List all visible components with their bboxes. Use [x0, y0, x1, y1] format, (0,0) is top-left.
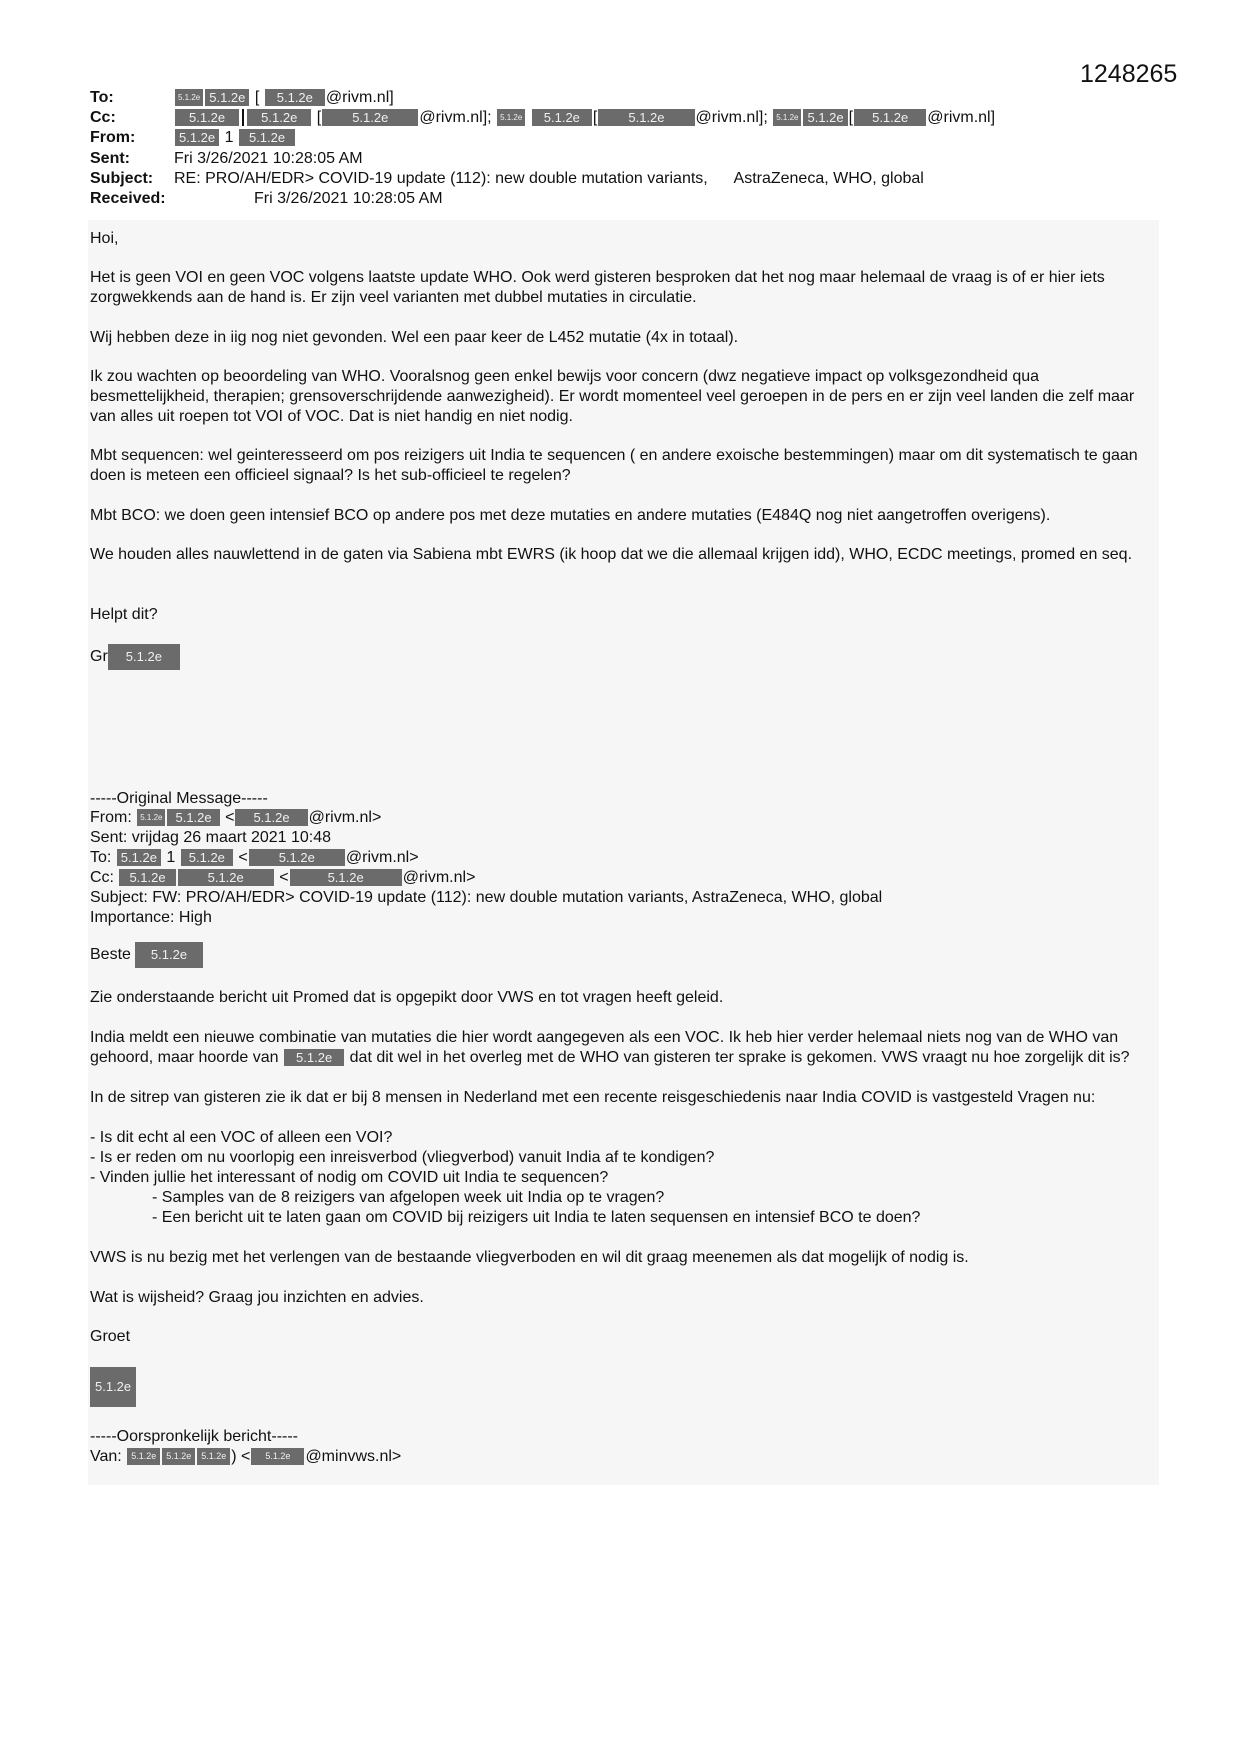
original-paragraph-4: VWS is nu bezig met het verlengen van de bestaande vliegverboden en wil dit graag meenemen als dat mogelijk of nodig is. [90, 1249, 969, 1266]
redaction-box: 5.1.2e [108, 644, 180, 670]
question-2: - Is er reden om nu voorlopig een inreisverbod (vliegverbod) vanuit India af te kondigen? [90, 1149, 715, 1166]
original-separator: -----Original Message----- [90, 790, 268, 807]
redaction-box: 5.1.2e [181, 849, 233, 866]
original-from-label: From: [90, 809, 132, 826]
redaction-box: 5.1.2e [247, 109, 311, 126]
question-3: - Vinden jullie het interessant of nodig om COVID uit India te sequencen? [90, 1169, 609, 1186]
original-greeting: Beste [90, 946, 131, 964]
forward-van-row [90, 1447, 1150, 1467]
document-number: 1248265 [1080, 60, 1178, 88]
redaction-box: 5.1.2e [117, 849, 161, 866]
subject-value: RE: PRO/AH/EDR> COVID-19 update (112): new double mutation variants, AstraZeneca, WHO, global [174, 170, 924, 187]
redaction-box: 5.1.2e [803, 109, 847, 126]
from-label: From: [90, 129, 136, 146]
redaction-box: 5.1.2e [205, 89, 249, 106]
cc-domain-1: @rivm.nl]; [419, 109, 492, 126]
redaction-box: 5.1.2e [532, 109, 592, 126]
original-cc-bracket: < [279, 869, 289, 886]
redaction-box: 5.1.2e [773, 109, 801, 126]
redaction-box: 5.1.2e [322, 109, 418, 126]
redaction-box: 5.1.2e [175, 89, 203, 106]
original-importance: Importance: High [90, 909, 212, 926]
original-cc-label: Cc: [90, 869, 114, 886]
body-greeting: Hoi, [90, 230, 119, 247]
subject-label: Subject: [90, 170, 154, 187]
redaction-box: 5.1.2e [175, 109, 239, 126]
original-from-domain: @rivm.nl> [308, 809, 382, 826]
forward-van-domain: @minvws.nl> [305, 1448, 402, 1465]
original-to-row [90, 848, 1150, 868]
forward-van-label: Van: [90, 1448, 122, 1465]
redaction-box: 5.1.2e [175, 129, 219, 146]
original-sent: Sent: vrijdag 26 maart 2021 10:48 [90, 829, 332, 846]
body-signoff [90, 644, 1150, 670]
redaction-box: 5.1.2e [854, 109, 926, 126]
body-paragraph-3: Ik zou wachten op beoordeling van WHO. Vooralsnog geen enkel bewijs voor concern (dwz negatieve impact op volksgezondheid qua besmettelijkheid, therapien; grensoverschrijdende aanwezigheid). Er wordt momenteel veel geroepen in de pers en er zijn veel landen die zelf maar van alles uit roepen tot VOI of VOC. Dat is niet handig en niet nodig. [90, 368, 1135, 425]
received-label: Received: [90, 190, 166, 207]
body-paragraph-1: Het is geen VOI en geen VOC volgens laatste update WHO. Ook werd gisteren besproken dat het nog maar helemaal de vraag is of er hier iets zorgwekkends aan de hand is. Er zijn veel varianten met dubbel mutaties in circulatie. [90, 269, 1105, 306]
redaction-box: 5.1.2e [265, 89, 325, 106]
original-paragraph-1: Zie onderstaande bericht uit Promed dat is opgepikt door VWS en tot vragen heeft geleid. [90, 989, 724, 1006]
cc-domain-3: @rivm.nl] [927, 109, 996, 126]
original-signature-row [90, 1367, 1150, 1407]
redaction-box: 5.1.2e [167, 809, 219, 826]
original-paragraph-2a: India meldt een nieuwe combinatie van mutaties die hier wordt aangegeven als een VOC. Ik heb hier verder helemaal niets nog van de WHO van gehoord, maar hoorde van [90, 1029, 1119, 1066]
redaction-box: 5.1.2e [249, 849, 345, 866]
redaction-box: 5.1.2e [135, 942, 203, 968]
original-from-row [90, 808, 1150, 828]
original-greeting-row [90, 942, 1150, 968]
original-cc-row [90, 868, 1150, 888]
original-cc-domain: @rivm.nl> [402, 869, 476, 886]
from-value [174, 128, 296, 148]
redaction-box: 5.1.2e [284, 1049, 344, 1066]
body-paragraph-5: Mbt BCO: we doen geen intensief BCO op andere pos met deze mutaties en andere mutaties (E484Q nog niet aangetroffen overigens). [90, 507, 1051, 524]
cc-label: Cc: [90, 109, 116, 126]
redaction-box: 5.1.2e [127, 1448, 160, 1465]
redaction-box: 5.1.2e [235, 809, 307, 826]
separator-bar [242, 109, 244, 126]
redaction-box: 5.1.2e [162, 1448, 195, 1465]
received-value: Fri 3/26/2021 10:28:05 AM [254, 190, 443, 207]
original-subject: Subject: FW: PRO/AH/EDR> COVID-19 update (112): new double mutation variants, AstraZeneca, WHO, global [90, 889, 883, 906]
redaction-box: 5.1.2e [197, 1448, 230, 1465]
original-paragraph-5: Wat is wijsheid? Graag jou inzichten en advies. [90, 1289, 424, 1306]
from-separator: 1 [224, 129, 234, 146]
sent-label: Sent: [90, 150, 130, 167]
original-signoff: Groet [90, 1328, 131, 1345]
original-to-domain: @rivm.nl> [345, 849, 419, 866]
redaction-box: 5.1.2e [178, 869, 274, 886]
body-paragraph-6: We houden alles nauwlettend in de gaten via Sabiena mbt EWRS (ik hoop dat we die allemaal krijgen idd), WHO, ECDC meetings, promed en seq. [90, 546, 1133, 563]
to-domain: @rivm.nl] [325, 89, 394, 106]
redaction-box: 5.1.2e [119, 869, 175, 886]
forward-separator: -----Oorspronkelijk bericht----- [90, 1428, 299, 1445]
redaction-box: 5.1.2e [251, 1448, 304, 1465]
redaction-box: 5.1.2e [497, 109, 525, 126]
sent-value: Fri 3/26/2021 10:28:05 AM [174, 150, 363, 167]
question-3a: - Samples van de 8 reizigers van afgelopen week uit India op te vragen? [152, 1189, 665, 1206]
redaction-box: 5.1.2e [598, 109, 694, 126]
body-paragraph-4: Mbt sequencen: wel geinteresseerd om pos reizigers uit India te sequencen ( en andere exoische bestemmingen) maar om dit systematisch te gaan doen is meteen een officieel signaal? Is het sub-officieel te regelen? [90, 447, 1138, 484]
redaction-box: 5.1.2e [290, 869, 402, 886]
original-paragraph-2b: dat dit wel in het overleg met de WHO van gisteren ter sprake is gekomen. VWS vraagt nu hoe zorgelijk dit is? [349, 1049, 1130, 1066]
body-paragraph-2: Wij hebben deze in iig nog niet gevonden. Wel een paar keer de L452 mutatie (4x in totaal). [90, 329, 739, 346]
original-to-separator: 1 [166, 849, 176, 866]
forward-van-paren: ) < [231, 1448, 251, 1465]
original-to-bracket: < [238, 849, 248, 866]
question-1: - Is dit echt al een VOC of alleen een VOI? [90, 1129, 393, 1146]
signoff-text: Gr [90, 648, 108, 666]
to-value: 5.1.2e 5.1.2e [ 5.1.2e @rivm.nl] [174, 88, 394, 108]
original-to-label: To: [90, 849, 112, 866]
body-paragraph-7: Helpt dit? [90, 606, 158, 623]
redaction-box: 5.1.2e [239, 129, 295, 146]
redaction-box: 5.1.2e [137, 809, 165, 826]
question-3b: - Een bericht uit te laten gaan om COVID bij reizigers uit India te laten sequensen en intensief BCO te doen? [152, 1209, 921, 1226]
original-from-bracket: < [225, 809, 235, 826]
cc-domain-2: @rivm.nl]; [695, 109, 768, 126]
redaction-box: 5.1.2e [90, 1367, 136, 1407]
to-label: To: [90, 89, 114, 106]
cc-value: 5.1.2e 5.1.2e [ 5.1.2e @rivm.nl]; 5.1.2e 5.1.2e [ 5.1.2e @rivm.nl]; 5.1.2e 5.1.2e [ 5.1.2e @rivm.nl] [174, 108, 995, 128]
original-paragraph-3: In de sitrep van gisteren zie ik dat er bij 8 mensen in Nederland met een recente reisgeschiedenis naar India COVID is vastgesteld Vragen nu: [90, 1089, 1096, 1106]
original-paragraph-2 [90, 1028, 1150, 1068]
